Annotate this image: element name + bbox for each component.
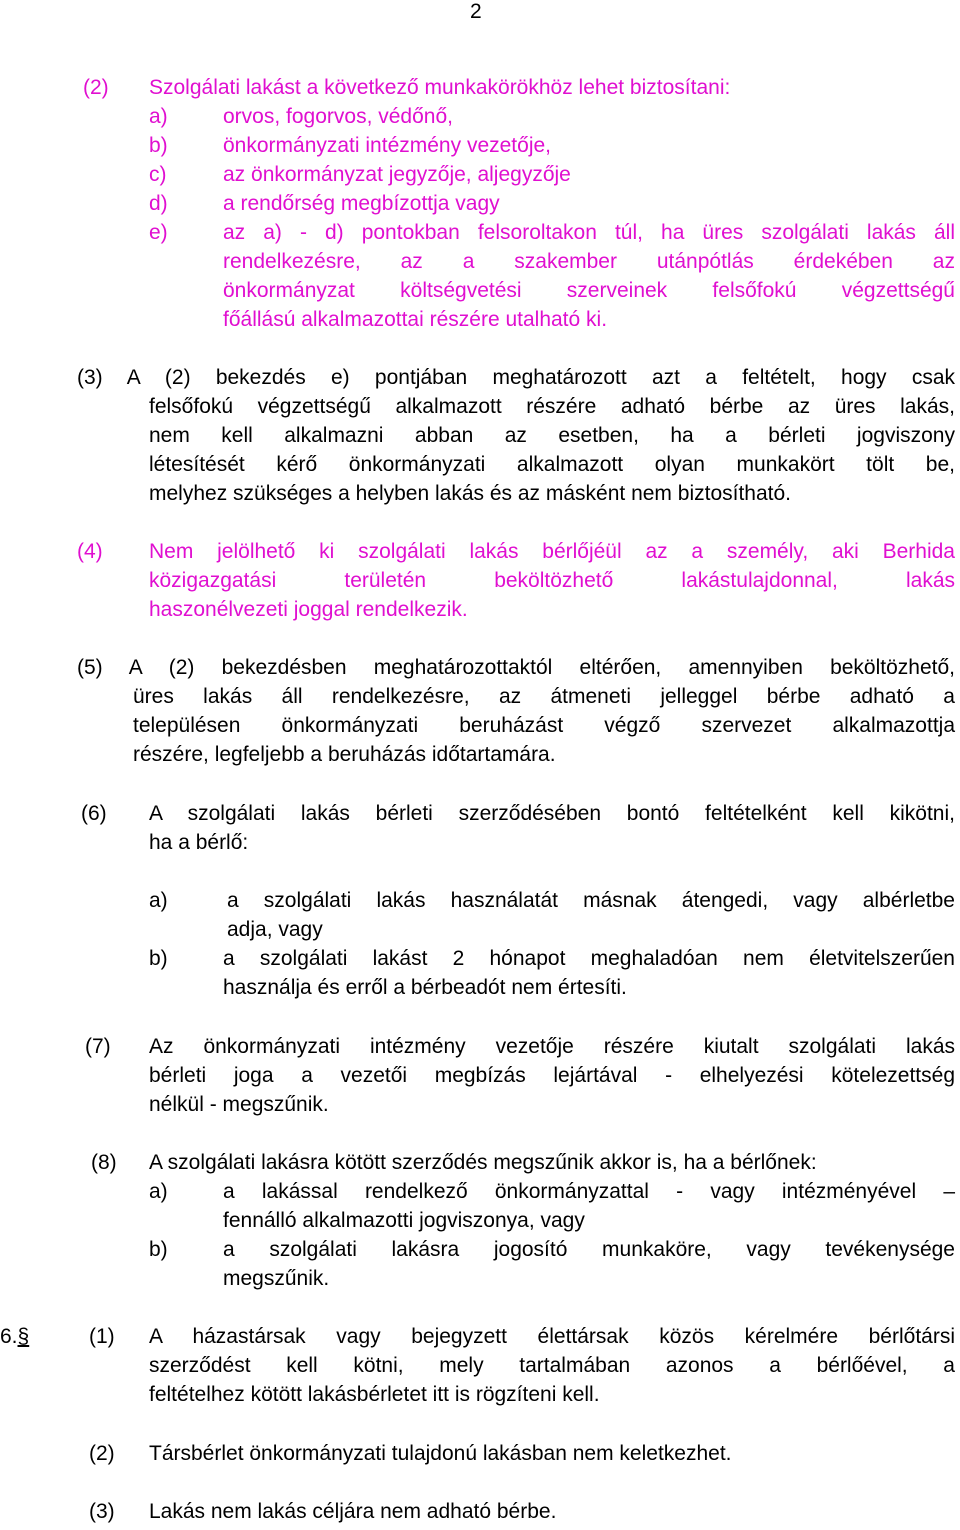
list-label: b) bbox=[149, 1238, 168, 1261]
list-label: d) bbox=[149, 192, 168, 215]
paragraph-number: (4) bbox=[77, 540, 103, 563]
list-label: c) bbox=[149, 163, 167, 186]
list-item-text: az önkormányzat jegyzője, aljegyzője bbox=[223, 163, 571, 186]
list-label: e) bbox=[149, 221, 168, 244]
section-sign: § bbox=[17, 1325, 30, 1348]
list-item-text: a rendőrség megbízottja vagy bbox=[223, 192, 500, 215]
paragraph-line: Az önkormányzati intézmény vezetője részére kiutalt szolgálati lakás bbox=[149, 1035, 955, 1058]
list-item-text: önkormányzati intézmény vezetője, bbox=[223, 134, 551, 157]
paragraph-line: ha a bérlő: bbox=[149, 831, 249, 854]
list-label: b) bbox=[149, 947, 168, 970]
list-item-text: fennálló alkalmazotti jogviszonya, vagy bbox=[223, 1209, 585, 1232]
paragraph-lead: (3) A (2) bekezdés e) pontjában meghatározott azt a feltételt, hogy csak bbox=[77, 366, 955, 389]
paragraph-number: (2) bbox=[89, 1442, 115, 1465]
paragraph-line: A házastársak vagy bejegyzett élettársak közös kérelmére bérlőtársi bbox=[149, 1325, 955, 1348]
list-label: a) bbox=[149, 1180, 168, 1203]
paragraph-line: Nem jelölhető ki szolgálati lakás bérlőjéül az a személy, aki Berhida bbox=[149, 540, 955, 563]
paragraph-line: bérleti joga a vezetői megbízás lejártával - elhelyezési kötelezettség bbox=[149, 1064, 955, 1087]
paragraph-line: szerződést kell kötni, mely tartalmában azonos a bérlőével, a bbox=[149, 1354, 955, 1377]
list-label: a) bbox=[149, 105, 168, 128]
paragraph-line: Lakás nem lakás céljára nem adható bérbe. bbox=[149, 1500, 557, 1523]
list-item-text: önkormányzat költségvetési szerveinek felsőfokú végzettségű bbox=[223, 279, 955, 302]
list-item-text: orvos, fogorvos, védőnő, bbox=[223, 105, 453, 128]
section-number: 6. bbox=[0, 1325, 18, 1348]
paragraph-line: létesítését kérő önkormányzati alkalmazott olyan munkakört tölt be, bbox=[149, 453, 955, 476]
paragraph-intro: A szolgálati lakásra kötött szerződés megszűnik akkor is, ha a bérlőnek: bbox=[149, 1151, 817, 1174]
paragraph-line: Társbérlet önkormányzati tulajdonú lakásban nem keletkezhet. bbox=[149, 1442, 732, 1465]
list-item-text: használja és erről a bérbeadót nem értesíti. bbox=[223, 976, 627, 999]
paragraph-line: településen önkormányzati beruházást végző szervezet alkalmazottja bbox=[133, 714, 955, 737]
paragraph-line: melyhez szükséges a helyben lakás és az másként nem biztosítható. bbox=[149, 482, 791, 505]
list-item-text: megszűnik. bbox=[223, 1267, 330, 1290]
list-item-text: főállású alkalmazottai részére utalható ki. bbox=[223, 308, 608, 331]
paragraph-intro: Szolgálati lakást a következő munkakörökhöz lehet biztosítani: bbox=[149, 76, 731, 99]
paragraph-line: haszonélvezeti joggal rendelkezik. bbox=[149, 598, 468, 621]
list-item-text: az a) - d) pontokban felsoroltakon túl, ha üres szolgálati lakás áll bbox=[223, 221, 955, 244]
paragraph-line: nem kell alkalmazni abban az esetben, ha a bérleti jogviszony bbox=[149, 424, 955, 447]
paragraph-number: (7) bbox=[85, 1035, 111, 1058]
list-item-text: a lakással rendelkező önkormányzattal - vagy intézményével – bbox=[223, 1180, 955, 1203]
list-item-text: adja, vagy bbox=[227, 918, 323, 941]
page-number: 2 bbox=[470, 0, 482, 23]
paragraph-line: közigazgatási területén beköltözhető lakástulajdonnal, lakás bbox=[149, 569, 955, 592]
section-heading bbox=[0, 1322, 29, 1351]
list-item-text: rendelkezésre, az a szakember utánpótlás érdekében az bbox=[223, 250, 955, 273]
paragraph-line: nélkül - megszűnik. bbox=[149, 1093, 329, 1116]
list-label: b) bbox=[149, 134, 168, 157]
paragraph-number: (6) bbox=[81, 802, 107, 825]
paragraph-number: (2) bbox=[83, 76, 109, 99]
list-item-text: a szolgálati lakást 2 hónapot meghaladóan nem életvitelszerűen bbox=[223, 947, 955, 970]
paragraph-number: (1) bbox=[89, 1325, 115, 1348]
paragraph-line: feltételhez kötött lakásbérletet itt is rögzíteni kell. bbox=[149, 1383, 600, 1406]
paragraph-lead: (5) A (2) bekezdésben meghatározottaktól eltérően, amennyiben beköltözhető, bbox=[77, 656, 955, 679]
list-item-text: a szolgálati lakásra jogosító munkaköre, vagy tevékenysége bbox=[223, 1238, 955, 1261]
list-label: a) bbox=[149, 889, 168, 912]
paragraph-line: részére, legfeljebb a beruházás időtartamára. bbox=[133, 743, 556, 766]
paragraph-line: A szolgálati lakás bérleti szerződésében bontó feltételként kell kikötni, bbox=[149, 802, 955, 825]
paragraph-line: felsőfokú végzettségű alkalmazott részére adható bérbe az üres lakás, bbox=[149, 395, 955, 418]
paragraph-number: (3) bbox=[89, 1500, 115, 1523]
list-item-text: a szolgálati lakás használatát másnak átengedi, vagy albérletbe bbox=[227, 889, 955, 912]
paragraph-number: (8) bbox=[91, 1151, 117, 1174]
paragraph-line: üres lakás áll rendelkezésre, az átmeneti jelleggel bérbe adható a bbox=[133, 685, 955, 708]
